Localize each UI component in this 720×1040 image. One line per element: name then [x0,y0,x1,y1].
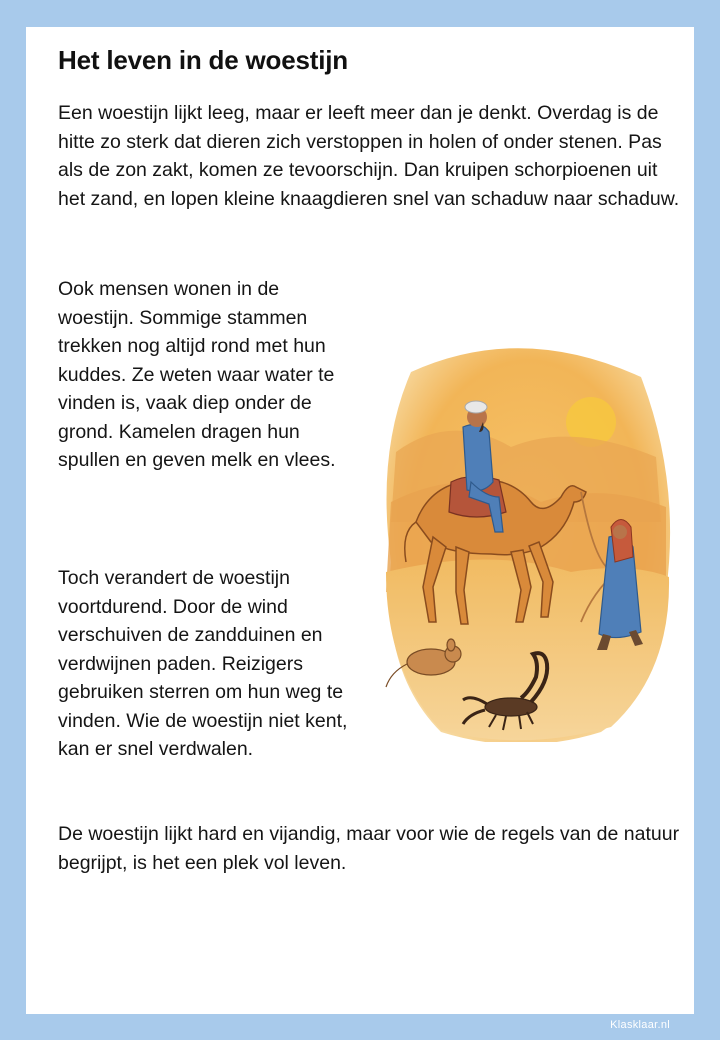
desert-illustration [371,332,671,742]
worksheet-page [26,27,694,1014]
footer-brand: Klasklaar.nl [610,1019,670,1031]
paragraph-changes: Toch verandert de woestijn voortdurend. Door de wind verschuiven de zandduinen en verdwijnen paden. Reizigers gebruiken sterren om hun weg te vinden. Wie de woestijn niet kent, kan er snel verdwalen. [58,567,348,760]
paragraph-intro: Een woestijn lijkt leeg, maar er leeft meer dan je denkt. Overdag is de hitte zo sterk dat dieren zich verstoppen in holen of onder stenen. Pas als de zon zakt, komen ze tevoorschijn. Dan kruipen schorpioenen uit het zand, en lopen kleine knaagdieren snel van schaduw naar schaduw. [58,102,680,210]
paragraph-conclusion: De woestijn lijkt hard en vijandig, maar voor wie de regels van de natuur begrijpt, is het een plek vol leven. [58,823,680,874]
page-title: Het leven in de woestijn [58,45,348,75]
paragraph-people: Ook mensen wonen in de woestijn. Sommige stammen trekken nog altijd rond met hun kuddes. Ze weten waar water te vinden is, vaak diep onder de grond. Kamelen dragen hun spullen en geven melk en vlees. [58,278,336,471]
